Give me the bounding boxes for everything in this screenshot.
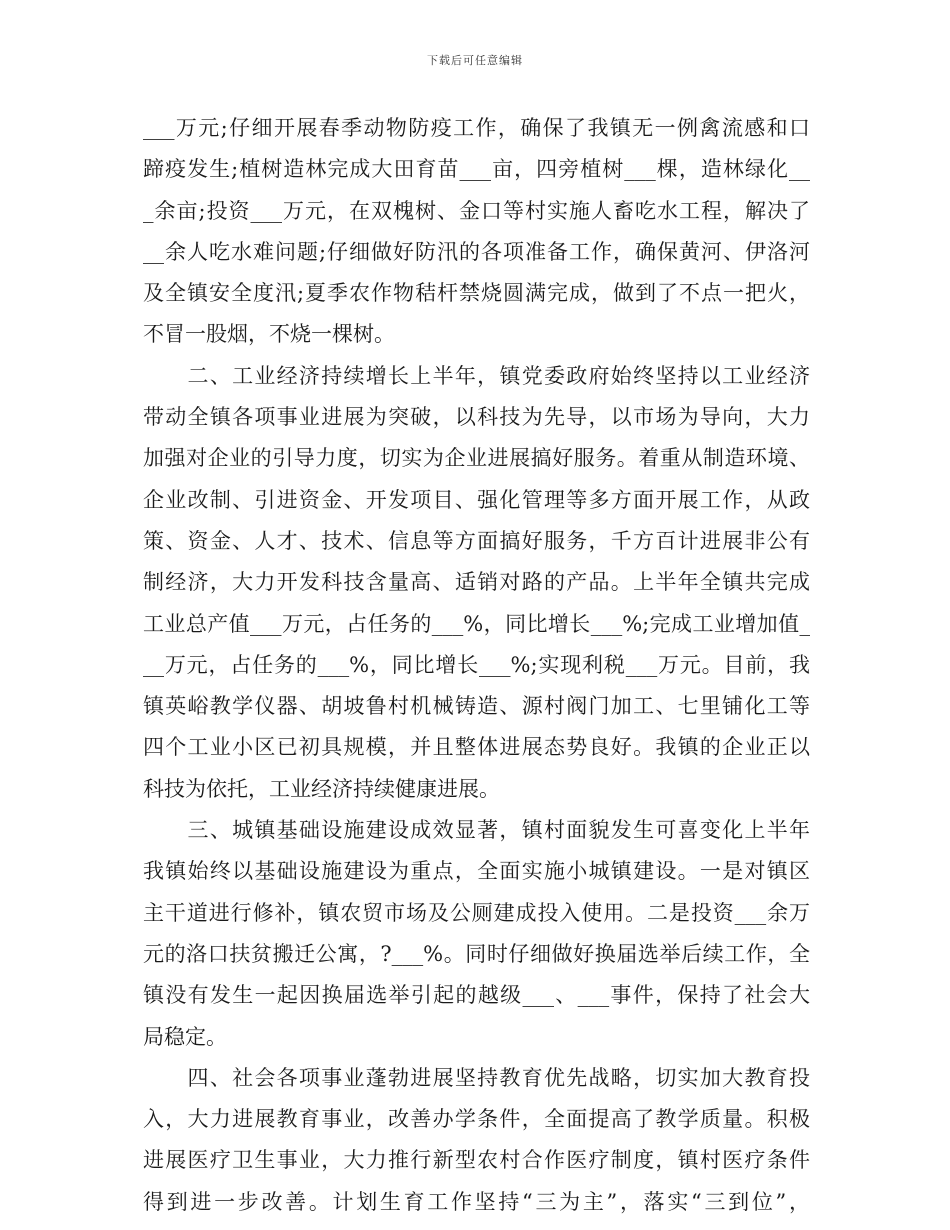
- text-line: 入，大力进展教育事业，改善办学条件，全面提高了教学质量。积极: [143, 1107, 810, 1132]
- text-line: __万元，占任务的___%，同比增长___%;实现利税___万元。目前，我: [143, 652, 810, 677]
- text-line: 镇没有发生一起因换届选举引起的越级___、___事件，保持了社会大: [143, 983, 810, 1008]
- text-line: 二、工业经济持续增长上半年，镇党委政府始终坚持以工业经济: [143, 363, 810, 388]
- text-line: 四、社会各项事业蓬勃进展坚持教育优先战略，切实加大教育投: [143, 1065, 810, 1090]
- text-line: 策、资金、人才、技术、信息等方面搞好服务，千方百计进展非公有: [143, 528, 810, 553]
- text-line: 镇英峪教学仪器、胡坡鲁村机械铸造、源村阀门加工、七里铺化工等: [143, 694, 810, 719]
- text-line: 带动全镇各项事业进展为突破，以科技为先导，以市场为导向，大力: [143, 405, 810, 430]
- text-line: _余亩;投资___万元，在双槐树、金口等村实施人畜吃水工程，解决了: [143, 198, 810, 223]
- text-line: 进展医疗卫生事业，大力推行新型农村合作医疗制度，镇村医疗条件: [143, 1148, 810, 1173]
- text-line: 三、城镇基础设施建设成效显著，镇村面貌发生可喜变化上半年: [143, 818, 810, 843]
- text-line: 元的洛口扶贫搬迁公寓，?___%。同时仔细做好换届选举后续工作，全: [143, 941, 810, 966]
- text-line: 加强对企业的引导力度，切实为企业进展搞好服务。着重从制造环境、: [143, 446, 810, 471]
- text-line: 工业总产值___万元，占任务的___%，同比增长___%;完成工业增加值_: [143, 611, 810, 636]
- text-line: __余人吃水难问题;仔细做好防汛的各项准备工作，确保黄河、伊洛河: [143, 239, 810, 264]
- text-line: 蹄疫发生;植树造林完成大田育苗___亩，四旁植树___棵，造林绿化__: [143, 157, 810, 182]
- text-line: 我镇始终以基础设施建设为重点，全面实施小城镇建设。一是对镇区: [143, 859, 810, 884]
- text-line: 企业改制、引进资金、开发项目、强化管理等多方面开展工作，从政: [143, 487, 810, 512]
- text-line: 科技为依托，工业经济持续健康进展。: [143, 776, 500, 801]
- text-line: 得到进一步改善。计划生育工作坚持“三为主”，落实“三到位”，: [143, 1189, 810, 1214]
- page-header: 下载后可任意编辑: [427, 54, 523, 67]
- text-line: ___万元;仔细开展春季动物防疫工作，确保了我镇无一例禽流感和口: [143, 116, 810, 140]
- text-line: 主干道进行修补，镇农贸市场及公厕建成投入使用。二是投资___余万: [143, 900, 810, 925]
- text-line: 及全镇安全度汛;夏季农作物秸杆禁烧圆满完成，做到了不点一把火，: [143, 281, 810, 306]
- document-body: [143, 108, 810, 1223]
- text-line: 制经济，大力开发科技含量高、适销对路的产品。上半年全镇共完成: [143, 570, 810, 595]
- text-line: 不冒一股烟，不烧一棵树。: [143, 322, 395, 347]
- text-line: 四个工业小区已初具规模，并且整体进展态势良好。我镇的企业正以: [143, 735, 810, 760]
- text-line: 局稳定。: [143, 1024, 227, 1049]
